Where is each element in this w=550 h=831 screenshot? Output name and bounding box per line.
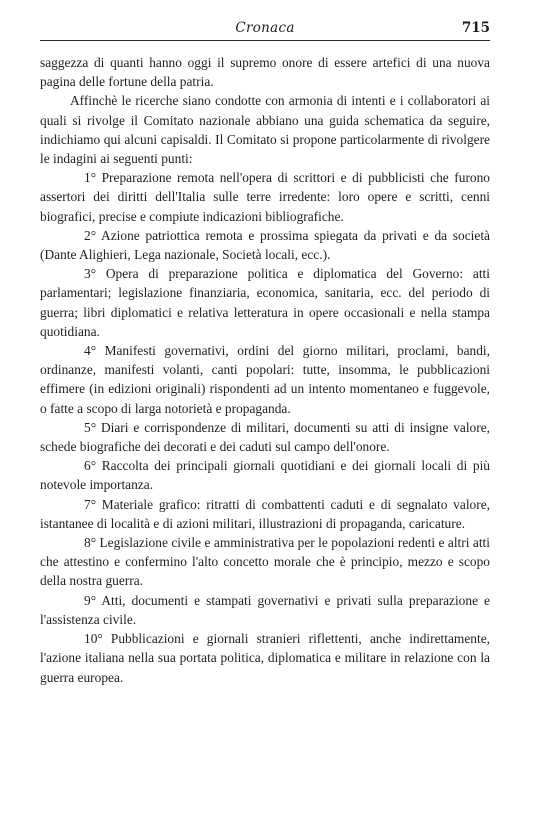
- page-number: 715: [461, 20, 490, 36]
- list-item-9: 9° Atti, documenti e stampati governativi e privati sulla preparazione e l'assistenza civile.: [40, 592, 490, 627]
- list-item-7: 7° Materiale grafico: ritratti di combattenti caduti e di segnalato valore, istantanee di località e di azioni militari, illustrazioni di propaganda, caricature.: [40, 496, 490, 531]
- list-item-5: 5° Diari e corrispondenze di militari, documenti su atti di insigne valore, schede biografiche dei decorati e dei caduti sul campo dell'onore.: [40, 419, 490, 455]
- page: [40, 18, 490, 687]
- list-item-4: 4° Manifesti governativi, ordini del giorno militari, proclami, bandi, ordinanze, manifesti volanti, canti popolari: tutte, insomma, le pubblicazioni effimere (in edizioni originali) rispondenti ad un intento momentaneo e fuggevole, o fatte a scopo di larga notorietà e propaganda.: [40, 343, 490, 416]
- list-item-10: 10° Pubblicazioni e giornali stranieri riflettenti, anche indirettamente, l'azione italiana nella sua portata politica, diplomatica e militare in relazione con la guerra europea.: [40, 631, 490, 685]
- list-item-6: 6° Raccolta dei principali giornali quotidiani e dei giornali locali di più notevole importanza.: [40, 458, 490, 493]
- running-header: [40, 18, 490, 41]
- list-item-3: 3° Opera di preparazione politica e diplomatica del Governo: atti parlamentari; legislazione finanziaria, economica, sanitaria, ecc. del periodo di guerra; libri diplomatici e relativa letteratura in opere occasionali e nella stampa quotidiana.: [40, 266, 490, 339]
- paragraph-intro: Affinchè le ricerche siano condotte con armonia di intenti e i collaboratori ai quali si rivolge il Comitato nazionale abbiano una guida schematica da seguire, indichiamo qui alcuni capisaldi. Il Comitato si propone particolarmente di rivolgere le indagini ai seguenti punti:: [40, 93, 490, 167]
- list-item-2: 2° Azione patriottica remota e prossima spiegata da privati e da società (Dante Alighieri, Lega nazionale, Società locali, ecc.).: [40, 227, 490, 263]
- list-item-1: 1° Preparazione remota nell'opera di scrittori e di pubblicisti che furono assertori dei diritti dell'Italia sulle terre irredente: loro opere e scritti, cenni biografici, precise e compiute indicazioni bibliografiche.: [40, 170, 490, 224]
- list-item-8: 8° Legislazione civile e amministrativa per le popolazioni redenti e altri atti che attestino e confermino l'alto concetto morale che è principio, mezzo e scopo della nostra guerra.: [40, 535, 490, 589]
- paragraph-continuation: saggezza di quanti hanno oggi il supremo onore di essere artefici di una nuova pagina delle fortune della patria.: [40, 55, 490, 90]
- body-text: [40, 53, 490, 687]
- running-title: Cronaca: [235, 20, 295, 36]
